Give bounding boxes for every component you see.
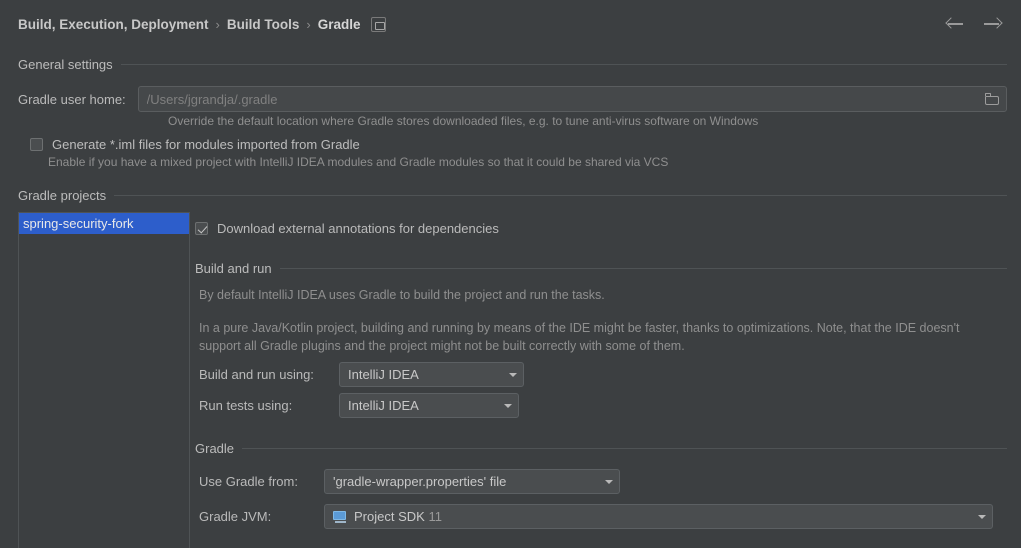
- gradle-jvm-value: [354, 509, 972, 524]
- gradle-user-home-row: [18, 86, 1007, 112]
- download-annotations-label: Download external annotations for dependencies: [217, 221, 499, 236]
- gradle-jvm-sdk-name: Project SDK: [354, 509, 425, 524]
- use-gradle-from-row: [199, 469, 620, 494]
- arrow-right-icon[interactable]: [983, 15, 1001, 33]
- section-divider: [242, 448, 1007, 449]
- build-and-run-using-row: [199, 362, 524, 387]
- section-divider: [121, 64, 1007, 65]
- gradle-jvm-version: 11: [428, 509, 442, 524]
- run-tests-using-select[interactable]: [339, 393, 519, 418]
- chevron-down-icon[interactable]: [972, 505, 992, 528]
- breadcrumb-item-build-execution-deployment[interactable]: Build, Execution, Deployment: [18, 16, 209, 32]
- section-divider: [280, 268, 1007, 269]
- chevron-down-icon[interactable]: [503, 363, 523, 386]
- build-and-run-title: Build and run: [195, 261, 272, 276]
- general-settings-title: General settings: [18, 57, 113, 72]
- build-and-run-paragraph-1: By default IntelliJ IDEA uses Gradle to build the project and run the tasks.: [199, 288, 605, 302]
- generate-iml-hint: Enable if you have a mixed project with IntelliJ IDEA modules and Gradle modules so that it could be shared via VCS: [48, 155, 669, 169]
- gradle-project-details-pane: [195, 212, 1007, 548]
- build-and-run-paragraph-2: In a pure Java/Kotlin project, building and running by means of the IDE might be faster, thanks to optimizations. Note, that the IDE doesn't support all Gradle plugins and the project might not be built correctly with some of them.: [199, 321, 960, 353]
- generate-iml-label: Generate *.iml files for modules imported from Gradle: [52, 137, 360, 152]
- run-tests-using-row: [199, 393, 519, 418]
- gradle-section-header: [195, 441, 1007, 456]
- section-divider: [114, 195, 1007, 196]
- arrow-left-icon[interactable]: [947, 15, 965, 33]
- build-and-run-using-select[interactable]: [339, 362, 524, 387]
- general-settings-section-header: [18, 57, 1007, 72]
- breadcrumb-item-gradle[interactable]: Gradle: [317, 16, 361, 32]
- chevron-down-icon[interactable]: [599, 470, 619, 493]
- sdk-icon: [333, 511, 348, 523]
- download-annotations-checkbox[interactable]: [195, 222, 208, 235]
- generate-iml-checkbox[interactable]: [30, 138, 43, 151]
- navigation-arrows: [947, 15, 1007, 33]
- gradle-user-home-value: /Users/jgrandja/.gradle: [146, 91, 278, 107]
- gradle-jvm-label: Gradle JVM:: [199, 509, 272, 524]
- generate-iml-checkbox-row[interactable]: [30, 137, 360, 152]
- gradle-user-home-input[interactable]: [138, 86, 1007, 112]
- chevron-down-icon[interactable]: [498, 394, 518, 417]
- download-annotations-checkbox-row[interactable]: [195, 221, 499, 236]
- gradle-user-home-label: Gradle user home:: [18, 91, 126, 107]
- use-gradle-from-select[interactable]: [324, 469, 620, 494]
- build-and-run-using-label: Build and run using:: [199, 367, 314, 382]
- folder-icon[interactable]: [985, 93, 999, 105]
- gradle-projects-title: Gradle projects: [18, 188, 107, 203]
- breadcrumb: [0, 0, 1021, 48]
- window-badge-icon[interactable]: [371, 17, 386, 32]
- gradle-projects-section-header: [18, 188, 1007, 203]
- breadcrumb-item-build-tools[interactable]: Build Tools: [226, 16, 300, 32]
- gradle-projects-list[interactable]: [18, 212, 190, 548]
- gradle-subsection-title: Gradle: [195, 441, 235, 456]
- run-tests-using-label: Run tests using:: [199, 398, 293, 413]
- run-tests-using-value: IntelliJ IDEA: [348, 398, 419, 413]
- use-gradle-from-value: 'gradle-wrapper.properties' file: [333, 474, 507, 489]
- breadcrumb-separator-icon: ›: [306, 16, 311, 32]
- build-and-run-section-header: [195, 261, 1007, 276]
- gradle-jvm-select[interactable]: [324, 504, 993, 529]
- build-and-run-using-value: IntelliJ IDEA: [348, 367, 419, 382]
- gradle-user-home-hint: Override the default location where Gradle stores downloaded files, e.g. to tune anti-virus software on Windows: [168, 114, 759, 128]
- use-gradle-from-label: Use Gradle from:: [199, 474, 298, 489]
- gradle-jvm-row: [199, 504, 993, 529]
- breadcrumb-separator-icon: ›: [215, 16, 220, 32]
- list-item[interactable]: spring-security-fork: [19, 213, 189, 234]
